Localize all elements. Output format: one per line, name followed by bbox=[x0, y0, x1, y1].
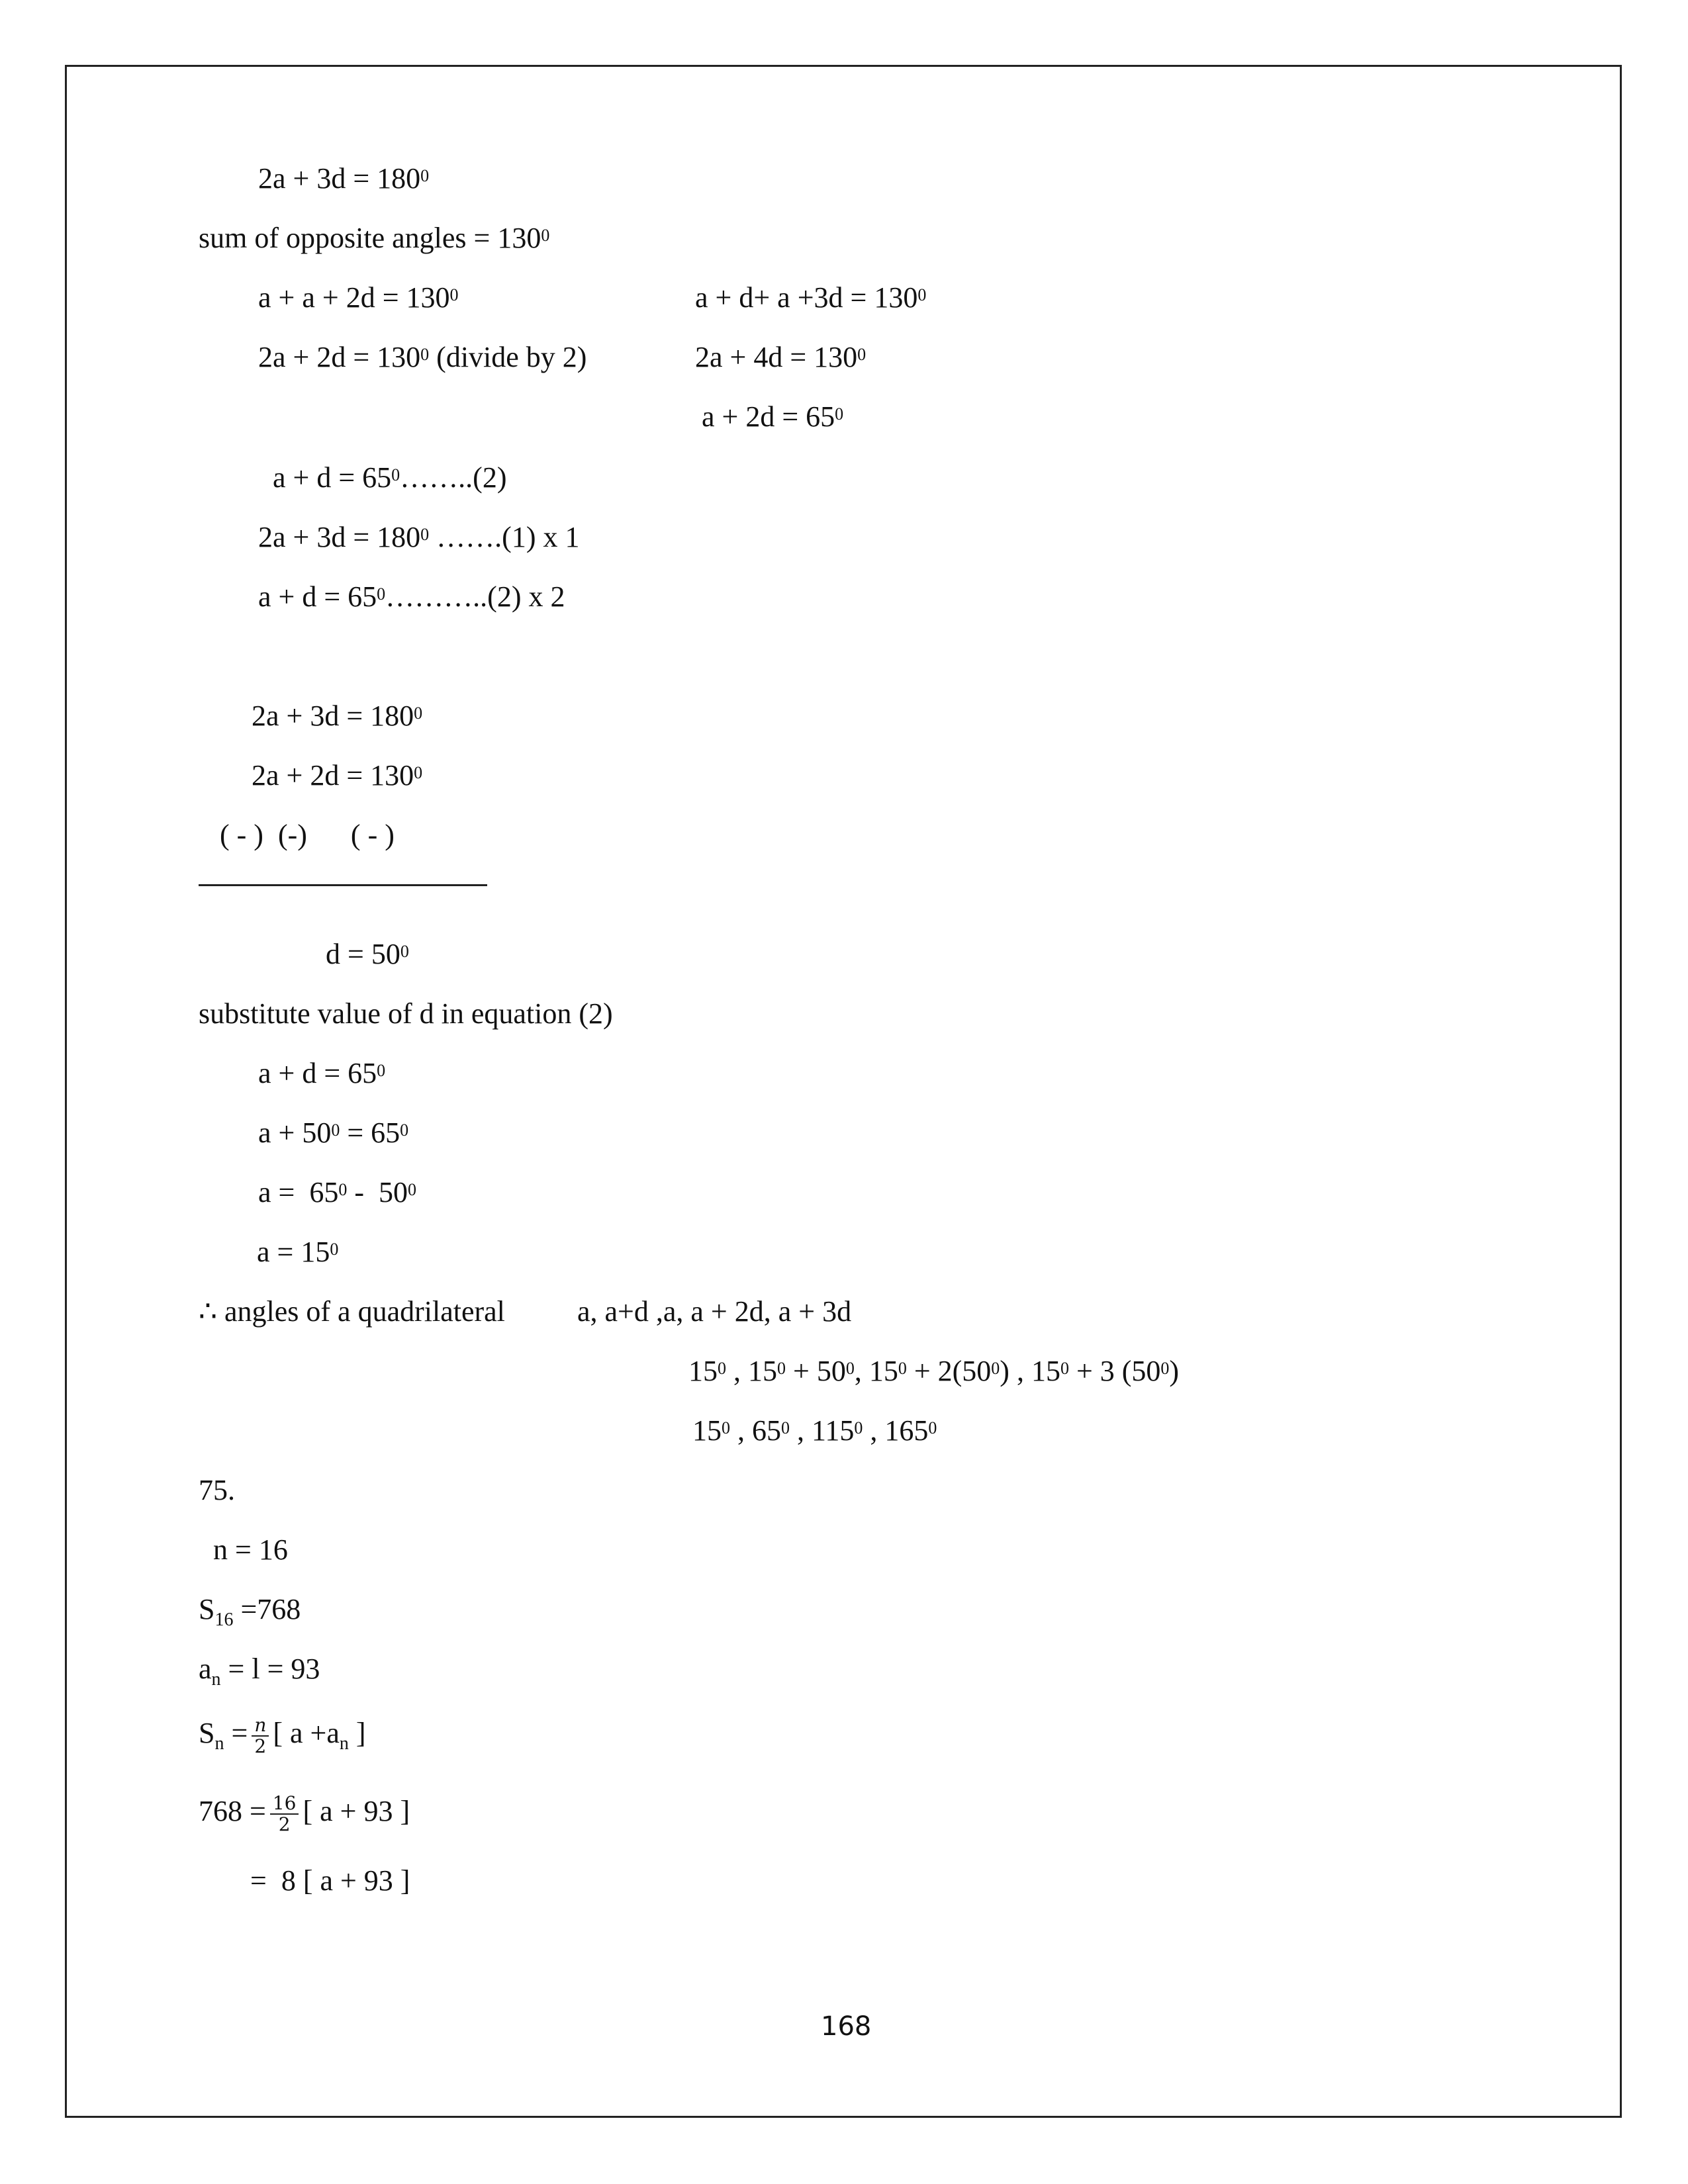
equation-1-times-1: $2a + 3d = 180^0$ …….(1) x 1 bbox=[258, 521, 580, 553]
subtraction-bottom: $2a + 2d = 130^0$ bbox=[252, 759, 423, 792]
page-number: 168 bbox=[821, 2011, 872, 2042]
equation-left-4: $2a + 2d = 130^0$ (divide by 2) bbox=[258, 341, 587, 373]
step-2: $a + 50^0 = 65^0$ bbox=[258, 1116, 409, 1149]
subtraction-top: $2a + 3d = 180^0$ bbox=[252, 700, 423, 732]
subtraction-line bbox=[199, 884, 487, 886]
given-an: $a_n = l = 93$ bbox=[199, 1653, 320, 1690]
step-3: $a = 65^0 - 50^0$ bbox=[258, 1176, 416, 1208]
question-number: 75. bbox=[199, 1474, 235, 1506]
equation-left-3: $a + a + 2d = 130^0$ bbox=[258, 281, 459, 314]
result-d: $d = 50^0$ bbox=[326, 938, 409, 970]
step-1: $a + d = 65^0$ bbox=[258, 1057, 386, 1089]
subtraction-signs: ( - ) (-) ( - ) bbox=[220, 819, 395, 851]
fraction-n-over-2: $\frac{n}{2}$ bbox=[252, 1715, 269, 1756]
equation-right-3: $a + d+ a +3d = 130^0$ bbox=[695, 281, 927, 314]
sum-substituted: 768 = $\frac{16}{2}$ [ a + 93 ] bbox=[199, 1792, 410, 1835]
sum-formula: $S_n$ = $\frac{n}{2}$ [ $a +a_n$ ] bbox=[199, 1714, 366, 1757]
equation-2-times-2: $a + d = 65^0\dots\dots\dots..(2)$ x 2 bbox=[258, 580, 565, 613]
sum-simplified: = 8 [ a + 93 ] bbox=[250, 1864, 410, 1897]
fraction-16-over-2: $\frac{16}{2}$ bbox=[270, 1794, 299, 1835]
text-angles-quadrilateral: ∴ angles of a quadrilateral bbox=[199, 1295, 505, 1328]
angles-expression: a, a+d ,a, a + 2d, a + 3d bbox=[577, 1295, 852, 1328]
equation-right-5: $a + 2d = 65^0$ bbox=[702, 400, 844, 433]
step-4: $a = 15^0$ bbox=[257, 1236, 339, 1268]
equation-2-label: $a + d = 65^0\dots\dots..(2)$ bbox=[273, 461, 507, 494]
given-s16: $S_{16} =768$ bbox=[199, 1593, 301, 1630]
equation-1: $2a + 3d = 180^0$ bbox=[258, 162, 430, 195]
text-sum-opposite: sum of opposite angles = $130^0$ bbox=[199, 222, 550, 254]
angles-substituted: $15^0$ , $15^0 + 50^0$, $15^0 + 2(50^0)$ , $15^0 + 3$ $(50^0)$ bbox=[688, 1355, 1180, 1387]
text-substitute: substitute value of d in equation (2) bbox=[199, 997, 613, 1030]
angles-final: $15^0$ , $65^0$ , $115^0$ , $165^0$ bbox=[692, 1414, 937, 1447]
given-n: n = 16 bbox=[213, 1533, 288, 1566]
equation-right-4: $2a + 4d = 130^0$ bbox=[695, 341, 867, 373]
